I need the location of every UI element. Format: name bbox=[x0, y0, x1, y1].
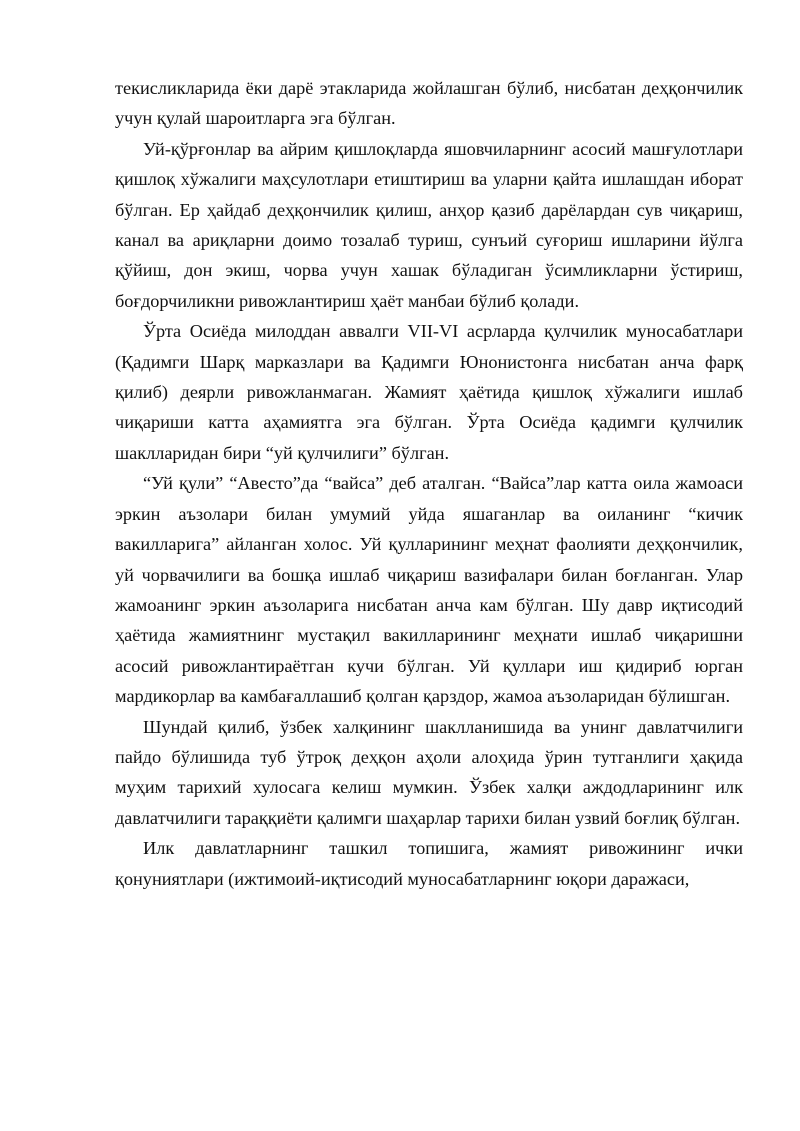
paragraph-early-states: Илк давлатларнинг ташкил топишига, жамият ривожининг ички қонуниятлари (ижтимоий-иқтисодий муносабатларнинг юқори даражаси, bbox=[115, 838, 743, 889]
paragraph-household-slaves: “Уй қули” “Авесто”да “вайса” деб аталган. “Вайса”лар катта оила жамоаси эркин аъзолари билан умумий уйда яшаганлар ва оиланинг “кичик вакилларига” айланган холос. Уй қулларининг меҳнат фаолияти деҳқончилик, уй чорвачилиги ва бошқа ишлаб чиқариш вазифалари билан боғланган. Улар жамоанинг эркин аъзоларига нисбатан анча кам бўлган. Шу давр иқтисодий ҳаётида жамиятнинг мустақил вакилларининг меҳнати ишлаб чиқаришни асосий ривожлантираётган кучи бўлган. Уй қуллари иш қидириб юрган мардикорлар ва камбағаллашиб қолган қарздор, жамоа аъзоларидан бўлишган. bbox=[115, 473, 743, 707]
paragraph-slavery: Ўрта Осиёда милоддан аввалги VII-VI асрларда қулчилик муносабатлари (Қадимги Шарқ марказлари ва Қадимги Юнонистонга нисбатан анча фарқ қилиб) деярли ривожланмаган. Жамият ҳаётида қишлоқ хўжалиги ишлаб чиқариши катта аҳамиятга эга бўлган. Ўрта Осиёда қадимги қулчилик шаклларидан бири “уй қулчилиги” бўлган. bbox=[115, 321, 743, 463]
document-page bbox=[115, 73, 743, 894]
paragraph-continuation: текисликларида ёки дарё этакларида жойлашган бўлиб, нисбатан деҳқончилик учун қулай шароитларга эга бўлган. bbox=[115, 78, 743, 129]
paragraph-occupations: Уй-қўрғонлар ва айрим қишлоқларда яшовчиларнинг асосий машғулотлари қишлоқ хўжалиги маҳсулотлари етиштириш ва уларни қайта ишлашдан иборат бўлган. Ер ҳайдаб деҳқончилик қилиш, анҳор қазиб дарёлардан сув чиқариш, канал ва ариқларни доимо тозалаб туриш, сунъий суғориш ишларини йўлга қўйиш, дон экиш, чорва учун хашак бўладиган ўсимликларни ўстириш, боғдорчиликни ривожлантириш ҳаёт манбаи бўлиб қолади. bbox=[115, 138, 743, 311]
paragraph-conclusion: Шундай қилиб, ўзбек халқининг шаклланишида ва унинг давлатчилиги пайдо бўлишида туб ўтроқ деҳқон аҳоли алоҳида ўрин тутганлиги ҳақида муҳим тарихий хулосага келиш мумкин. Ўзбек халқи аждодларининг илк давлатчилиги тараққиёти қалимги шаҳарлар тарихи билан узвий боғлиқ бўлган. bbox=[115, 716, 743, 828]
